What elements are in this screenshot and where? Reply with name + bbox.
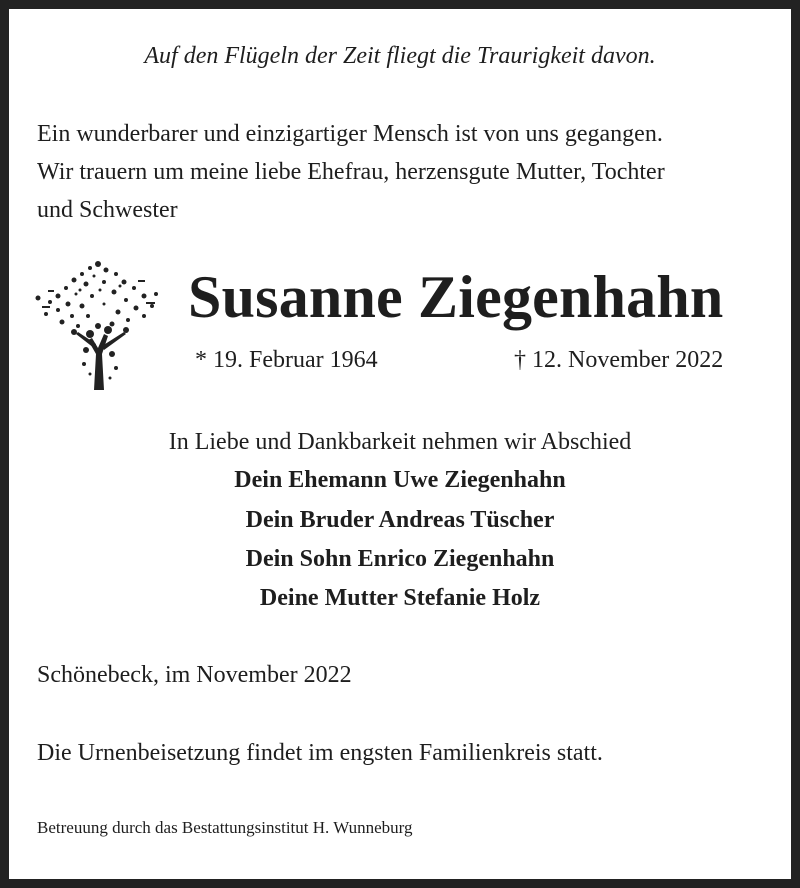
- mourner-3: Dein Sohn Enrico Ziegenhahn: [245, 546, 555, 572]
- intro-line-2: Wir trauern um meine liebe Ehefrau, herzensgute Mutter, Tochter: [37, 159, 665, 185]
- deceased-name: Susanne Ziegenhahn: [188, 264, 724, 330]
- mourner-2: Dein Bruder Andreas Tüscher: [245, 507, 555, 533]
- farewell-line: In Liebe und Dankbarkeit nehmen wir Abschied: [168, 429, 632, 455]
- motto: Auf den Flügeln der Zeit fliegt die Traurigkeit davon.: [144, 43, 656, 69]
- place-date: Schönebeck, im November 2022: [37, 662, 352, 688]
- mourner-4: Deine Mutter Stefanie Holz: [259, 585, 541, 611]
- tree-icon: [28, 250, 168, 390]
- mourner-1: Dein Ehemann Uwe Ziegenhahn: [234, 467, 566, 493]
- undertaker-note: Betreuung durch das Bestattungsinstitut H. Wunneburg: [37, 818, 413, 837]
- burial-note: Die Urnenbeisetzung findet im engsten Familienkreis statt.: [37, 740, 603, 766]
- death-date: † 12. November 2022: [514, 347, 724, 373]
- intro-line-3: und Schwester: [37, 197, 178, 223]
- intro-line-1: Ein wunderbarer und einzigartiger Mensch ist von uns gegangen.: [37, 121, 663, 147]
- birth-date: * 19. Februar 1964: [195, 347, 378, 373]
